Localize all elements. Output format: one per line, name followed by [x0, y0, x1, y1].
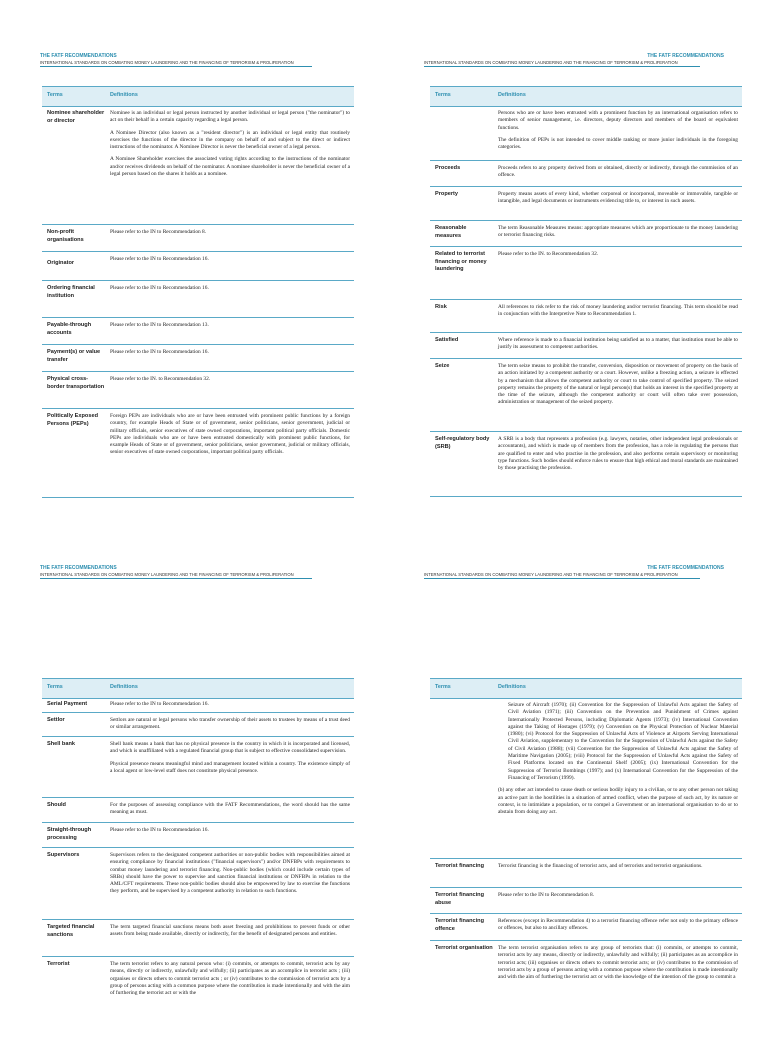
terms-column-header: Terms [47, 92, 63, 98]
definition: Please refer to the IN to Recommendation 16. [110, 256, 209, 262]
term: Terrorist financing offence [435, 918, 485, 932]
terms-column-header: Terms [435, 92, 451, 98]
definition: Where reference is made to a financial institution being satisfied as to a matter, that institution must be able to justify its assessment to competent authorities. [498, 337, 738, 351]
header-title: THE FATF RECOMMENDATIONS [40, 53, 117, 59]
table-row [42, 106, 354, 225]
page-137 [384, 0, 768, 512]
term: Proceeds [435, 165, 461, 171]
term: Targeted financial sanctions [47, 924, 95, 938]
definitions-column-header: Definitions [110, 92, 138, 98]
table-row [430, 359, 742, 432]
term: Serial Payment [47, 701, 88, 707]
definition: Settlors are natural or legal persons who transfer ownership of their assets to trustees by means of a trust deed or similar arrangement. [110, 717, 350, 731]
term: Terrorist financing [435, 863, 485, 869]
table-row [430, 187, 742, 221]
term: Nominee shareholder or director [47, 110, 105, 124]
term: Satisfied [435, 337, 459, 343]
table-row [430, 300, 742, 333]
table-row [430, 333, 742, 359]
definition: All references to risk refer to the risk of money laundering and/or terrorist financing. This term should be read in conjunction with the Interpretive Note to Recommendation 1. [498, 304, 738, 318]
definition: Please refer to the IN to Recommendation 16. [110, 349, 209, 355]
table-row [42, 409, 354, 498]
term: Straight-through processing [47, 827, 92, 841]
header-title: THE FATF RECOMMENDATIONS [647, 53, 724, 59]
table-row [42, 713, 354, 737]
term: Property [435, 191, 459, 197]
definition: Please refer to the IN. to Recommendation 32. [110, 376, 211, 382]
table-row [42, 798, 354, 823]
page-136 [0, 0, 384, 512]
definition: The term targeted financial sanctions means both asset freezing and prohibitions to prevent funds or other assets from being made available, directly or indirectly, for the benefit of designated persons and entities. [110, 924, 350, 938]
term: Ordering financial institution [47, 285, 95, 299]
table-row [42, 252, 354, 281]
definition: Please refer to the IN to Recommendation 16. [110, 285, 209, 291]
term: Risk [435, 304, 447, 310]
definition: Please refer to the IN to Recommendation 16. [110, 701, 209, 707]
header-subtitle: INTERNATIONAL STANDARDS ON COMBATING MONEY LAUNDERING AND THE FINANCING OF TERRORISM & PROLIFERATION [40, 60, 294, 65]
definition: For the purposes of assessing compliance with the FATF Recommendations, the word should has the same meaning as must. [110, 802, 350, 816]
table-row [42, 318, 354, 345]
table-row [430, 161, 742, 187]
table-row [430, 221, 742, 247]
definition: Shell bank means a bank that has no physical presence in the country in which it is incorporated and licensed, and which is unaffiliated with a regulated financial group that is subject to effective consolidated supervision. Physical presence means meaningful mind and management located within a country. The existence simply of a local agent or low-level staff does not constitute physical presence. [110, 741, 350, 774]
term: Physical cross-border transportation [47, 376, 105, 390]
definition: Persons who are or have been entrusted with a prominent function by an international organisation refers to members of senior management, i.e. directors, deputy directors and members of the board or equivalent functions. The definition of PEPs is not intended to cover middle ranking or more junior individuals in the foregoing categories. [498, 110, 738, 151]
definition: Please refer to the IN to Recommendation 16. [110, 827, 209, 833]
table-row [430, 432, 742, 497]
definition: Nominee is an individual or legal person instructed by another individual or legal person ("the nominator") to act on their behalf in a certain capacity regarding a legal person. A Nominee Director (also known as a "resident director") is an individual or legal entity that routinely exercises the functions of the director in the company on behalf of and subject to the direct or indirect instructions of the nominator. A Nominee Director is never the beneficial owner of a legal person. A Nominee Shareholder exercises the associated voting rights according to the instructions of the nominator and/or receives dividends on behalf of the nominator. A nominee shareholder is never the beneficial owner of a legal person based on the shares it holds as a nominee. [110, 110, 350, 178]
term: Related to terrorist financing or money laundering [435, 251, 487, 273]
definitions-table [430, 86, 742, 472]
table-row [430, 859, 742, 888]
term: Terrorist financing abuse [435, 892, 485, 906]
header-title: THE FATF RECOMMENDATIONS [40, 565, 117, 571]
table-row [430, 888, 742, 914]
definition: Please refer to the IN to Recommendation 8. [110, 229, 207, 235]
definition: Please refer to the IN. to Recommendation 32. [498, 251, 599, 257]
definition: The term Reasonable Measures means: appropriate measures which are proportionate to the money laundering or terrorist financing risks. [498, 225, 738, 239]
header-subtitle: INTERNATIONAL STANDARDS ON COMBATING MONEY LAUNDERING AND THE FINANCING OF TERRORISM & PROLIFERATION [424, 572, 678, 577]
table-row [42, 920, 354, 957]
table-row [430, 106, 742, 161]
definition: Proceeds refers to any property derived from or obtained, directly or indirectly, through the commission of an offence. [498, 165, 738, 179]
table-row [42, 848, 354, 920]
definitions-table [42, 678, 354, 997]
table-row [42, 737, 354, 798]
table-header [42, 678, 354, 699]
definition: Foreign PEPs are individuals who are or have been entrusted with prominent public functions by a foreign country, for example Heads of State or of government, senior politicians, senior government, judicial or military officials, senior executives of state owned corporations, important political party officials. Domestic PEPs are individuals who are or have been entrusted domestically with prominent public functions, for example Heads of State or of government, senior politicians, senior government, judicial or military officials, senior executives of state owned corporations, important political party officials. [110, 413, 350, 456]
header-subtitle: INTERNATIONAL STANDARDS ON COMBATING MONEY LAUNDERING AND THE FINANCING OF TERRORISM & PROLIFERATION [424, 60, 678, 65]
table-header [42, 86, 354, 107]
table-row [42, 225, 354, 252]
term: Reasonable measures [435, 225, 467, 239]
definition: Please refer to the IN to Recommendation 13. [110, 322, 209, 328]
term: Settlor [47, 717, 65, 723]
term: Payable-through accounts [47, 322, 92, 336]
header-subtitle: INTERNATIONAL STANDARDS ON COMBATING MONEY LAUNDERING AND THE FINANCING OF TERRORISM & PROLIFERATION [40, 572, 294, 577]
table-header [430, 678, 742, 699]
term: Non-profit organisations [47, 229, 84, 243]
table-row [42, 345, 354, 372]
term: Payment(s) or value transfer [47, 349, 101, 363]
table-row [430, 247, 742, 300]
definition: Please refer to the IN to Recommendation 8. [498, 892, 595, 898]
terms-column-header: Terms [435, 684, 451, 690]
page-138 [0, 512, 384, 1024]
definitions-column-header: Definitions [498, 684, 526, 690]
term: Seize [435, 363, 450, 369]
header-rule [40, 578, 312, 579]
term: Politically Exposed Persons (PEPs) [47, 413, 98, 427]
header-rule [424, 578, 700, 579]
term: Supervisors [47, 852, 80, 858]
definitions-table [430, 678, 742, 981]
table-row [430, 698, 742, 859]
term: Shell bank [47, 741, 75, 747]
page-139 [384, 512, 768, 1024]
table-row [430, 914, 742, 941]
definition: The term seize means to prohibit the transfer, conversion, disposition or movement of property on the basis of an action initiated by a competent authority or a court. However, unlike a freezing action, a seizure is effected by a mechanism that allows the competent authority or court to take control of specified property. The seized property remains the property of the natural or legal person(s) that holds an interest in the specified property at the time of the seizure, although the competent authority or court will often take over possession, administration or management of the seized property. [498, 363, 738, 406]
table-header [430, 86, 742, 107]
definitions-table [42, 86, 354, 456]
term: Should [47, 802, 66, 808]
definition: Property means assets of every kind, whether corporeal or incorporeal, moveable or immovable, tangible or intangible, and legal documents or instruments evidencing title to, or interest in such assets. [498, 191, 738, 205]
table-row [42, 698, 354, 713]
term: Terrorist organisation [435, 945, 493, 951]
table-row [42, 823, 354, 848]
table-row [42, 372, 354, 409]
header-rule [424, 66, 700, 67]
term: Originator [47, 260, 75, 266]
definition: The term terrorist refers to any natural person who: (i) commits, or attempts to commit, terrorist acts by any means, directly or indirectly, unlawfully and wilfully; (ii) participates as an accomplice in terrorist acts ; (iii) organises or directs others to commit terrorist acts ; or (iv) contributes to the commission of terrorist acts by a group of persons acting with a common purpose where the contribution is made intentionally and with the aim of furthering the terrorist act or with the [110, 961, 350, 997]
definition: A SRB is a body that represents a profession (e.g. lawyers, notaries, other independent legal professionals or accountants), and which is made up of members from the profession, has a role in regulating the persons that are qualified to enter and who practise in the profession, and also performs certain supervisory or monitoring type functions. Such bodies should enforce rules to ensure that high ethical and moral standards are maintained by those practising the profession. [498, 436, 738, 472]
definitions-column-header: Definitions [498, 92, 526, 98]
table-row [42, 957, 354, 1037]
term: Self-regulatory body (SRB) [435, 436, 490, 450]
table-row [42, 281, 354, 318]
table-row [430, 941, 742, 1031]
term: Terrorist [47, 961, 70, 967]
definition: References (except in Recommendation 4) to a terrorist financing offence refer not only to the primary offence or offences, but also to ancillary offences. [498, 918, 738, 932]
definition: Seizure of Aircraft (1970); (ii) Convention for the Suppression of Unlawful Acts against the Safety of Civil Aviation (1971); (iii) Convention on the Prevention and Punishment of Crimes against Internationally Protected Persons, including Diplomatic Agents (1973); (iv) International Convention against the Taking of Hostages (1979); (v) Convention on the Physical Protection of Nuclear Material (1980); (vi) Protocol for the Suppression of Unlawful Acts of Violence at Airports Serving International Civil Aviation, supplementary to the Convention for the Suppression of Unlawful Acts against the Safety of Civil Aviation (1988); (vii) Convention for the Suppression of Unlawful Acts against the Safety of Maritime Navigation (2005); (viii) Protocol for the Suppression of Unlawful Acts against the Safety of Fixed Platforms located on the Continental Shelf (2005); (ix) International Convention for the Suppression of Terrorist Bombings (1997); and (x) International Convention for the Suppression of the Financing of Terrorism (1999). (b) any other act intended to cause death or serious bodily injury to a civilian, or to any other person not taking an active part in the hostilities in a situation of armed conflict, when the purpose of such act, by its nature or context, is to intimidate a population, or to compel a Government or an international organisation to do or to abstain from doing any act. [498, 702, 738, 816]
definition: Terrorist financing is the financing of terrorist acts, and of terrorists and terrorist organisations. [498, 863, 703, 869]
definition: The term terrorist organisation refers to any group of terrorists that: (i) commits, or attempts to commit, terrorist acts by any means, directly or indirectly, unlawfully and wilfully; (ii) participates as an accomplice in terrorist acts; (iii) organises or directs others to commit terrorist acts; or (iv) contributes to the commission of terrorist acts by a group of persons acting with a common purpose where the contribution is made intentionally and with the aim of furthering the terrorist act or with the knowledge of the intention of the group to commit a [498, 945, 738, 981]
definition: Supervisors refers to the designated competent authorities or non-public bodies with responsibilities aimed at ensuring compliance by financial institutions ("financial supervisors") and/or DNFBPs with requirements to combat money laundering and terrorist financing. Non-public bodies (which could include certain types of SRBs) should have the power to supervise and sanction financial institutions or DNFBPs in relation to the AML/CFT requirements. These non-public bodies should also be empowered by law to exercise the functions they perform, and be supervised by a competent authority in relation to such functions. [110, 852, 350, 895]
definitions-column-header: Definitions [110, 684, 138, 690]
terms-column-header: Terms [47, 684, 63, 690]
header-title: THE FATF RECOMMENDATIONS [647, 565, 724, 571]
header-rule [40, 66, 312, 67]
